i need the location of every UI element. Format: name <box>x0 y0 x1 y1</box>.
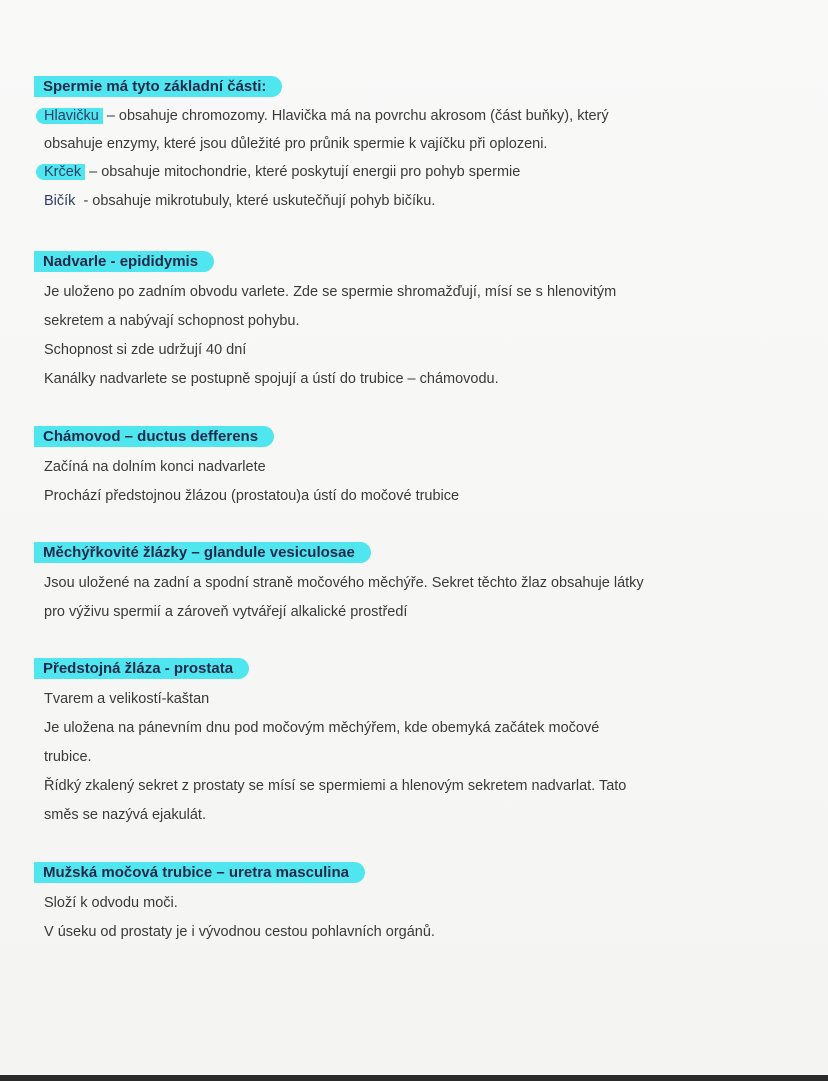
text-line: Je uloženo po zadním obvodu varlete. Zde se spermie shromažďují, mísí se s hlenovitým <box>44 284 617 300</box>
section-epididymis <box>34 251 788 394</box>
text-line: Jsou uložené na zadní a spodní straně močového měchýře. Sekret těchto žlaz obsahuje látky <box>44 575 644 591</box>
section-urethra <box>34 862 788 947</box>
text-line: Začíná na dolním konci nadvarlete <box>44 459 266 475</box>
text-line: sekretem a nabývají schopnost pohybu. <box>44 313 300 329</box>
highlighted-term: Krček <box>36 164 85 180</box>
text-line <box>34 103 788 130</box>
highlighted-term: Hlavičku <box>36 108 103 124</box>
section-heading: Měchýřkovité žlázky – glandule vesiculosae <box>34 542 371 563</box>
section-sperm-parts <box>34 76 788 217</box>
text-line: Tvarem a velikostí-kaštan <box>44 691 210 707</box>
section-heading: Chámovod – ductus defferens <box>34 426 274 447</box>
text-line: Kanálky nadvarlete se postupně spojují a ústí do trubice – chámovodu. <box>44 371 499 387</box>
text-line: Schopnost si zde udržují 40 dní <box>44 342 247 358</box>
section-seminal-vesicles <box>34 542 788 627</box>
text-fragment: – obsahuje chromozomy. Hlavička má na povrchu akrosom (část buňky), který <box>102 108 609 124</box>
section-heading: Nadvarle - epididymis <box>34 251 214 272</box>
text-line: Složí k odvodu moči. <box>44 895 178 911</box>
text-line: Řídký zkalený sekret z prostaty se mísí se spermiemi a hlenovým sekretem nadvarlat. Tato <box>44 778 627 794</box>
text-fragment: obsahuje enzymy, které jsou důležité pro průnik spermie k vajíčku při oplozeni. <box>44 136 548 152</box>
text-line <box>34 159 788 186</box>
section-heading: Předstojná žláza - prostata <box>34 658 249 679</box>
text-line <box>34 186 788 217</box>
term-label: Bičík <box>44 193 76 209</box>
text-line: směs se nazývá ejakulát. <box>44 807 206 823</box>
section-vas-deferens <box>34 426 788 511</box>
text-line <box>34 130 788 159</box>
text-line: trubice. <box>44 749 92 765</box>
page-bottom-edge <box>0 1075 828 1081</box>
text-line: V úseku od prostaty je i vývodnou cestou pohlavních orgánů. <box>44 924 435 940</box>
text-fragment: - obsahuje mikrotubuly, které uskutečňují pohyb bičíku. <box>79 193 436 209</box>
text-line: Je uložena na pánevním dnu pod močovým měchýřem, kde obemyká začátek močové <box>44 720 600 736</box>
section-heading: Spermie má tyto základní části: <box>34 76 282 97</box>
section-prostate <box>34 658 788 830</box>
text-line: pro výživu spermií a zároveň vytvářejí alkalické prostředí <box>44 604 408 620</box>
text-line: Prochází předstojnou žlázou (prostatou)a ústí do močové trubice <box>44 488 460 504</box>
text-fragment: – obsahuje mitochondrie, které poskytují energii pro pohyb spermie <box>85 164 521 180</box>
section-heading: Mužská močová trubice – uretra masculina <box>34 862 365 883</box>
